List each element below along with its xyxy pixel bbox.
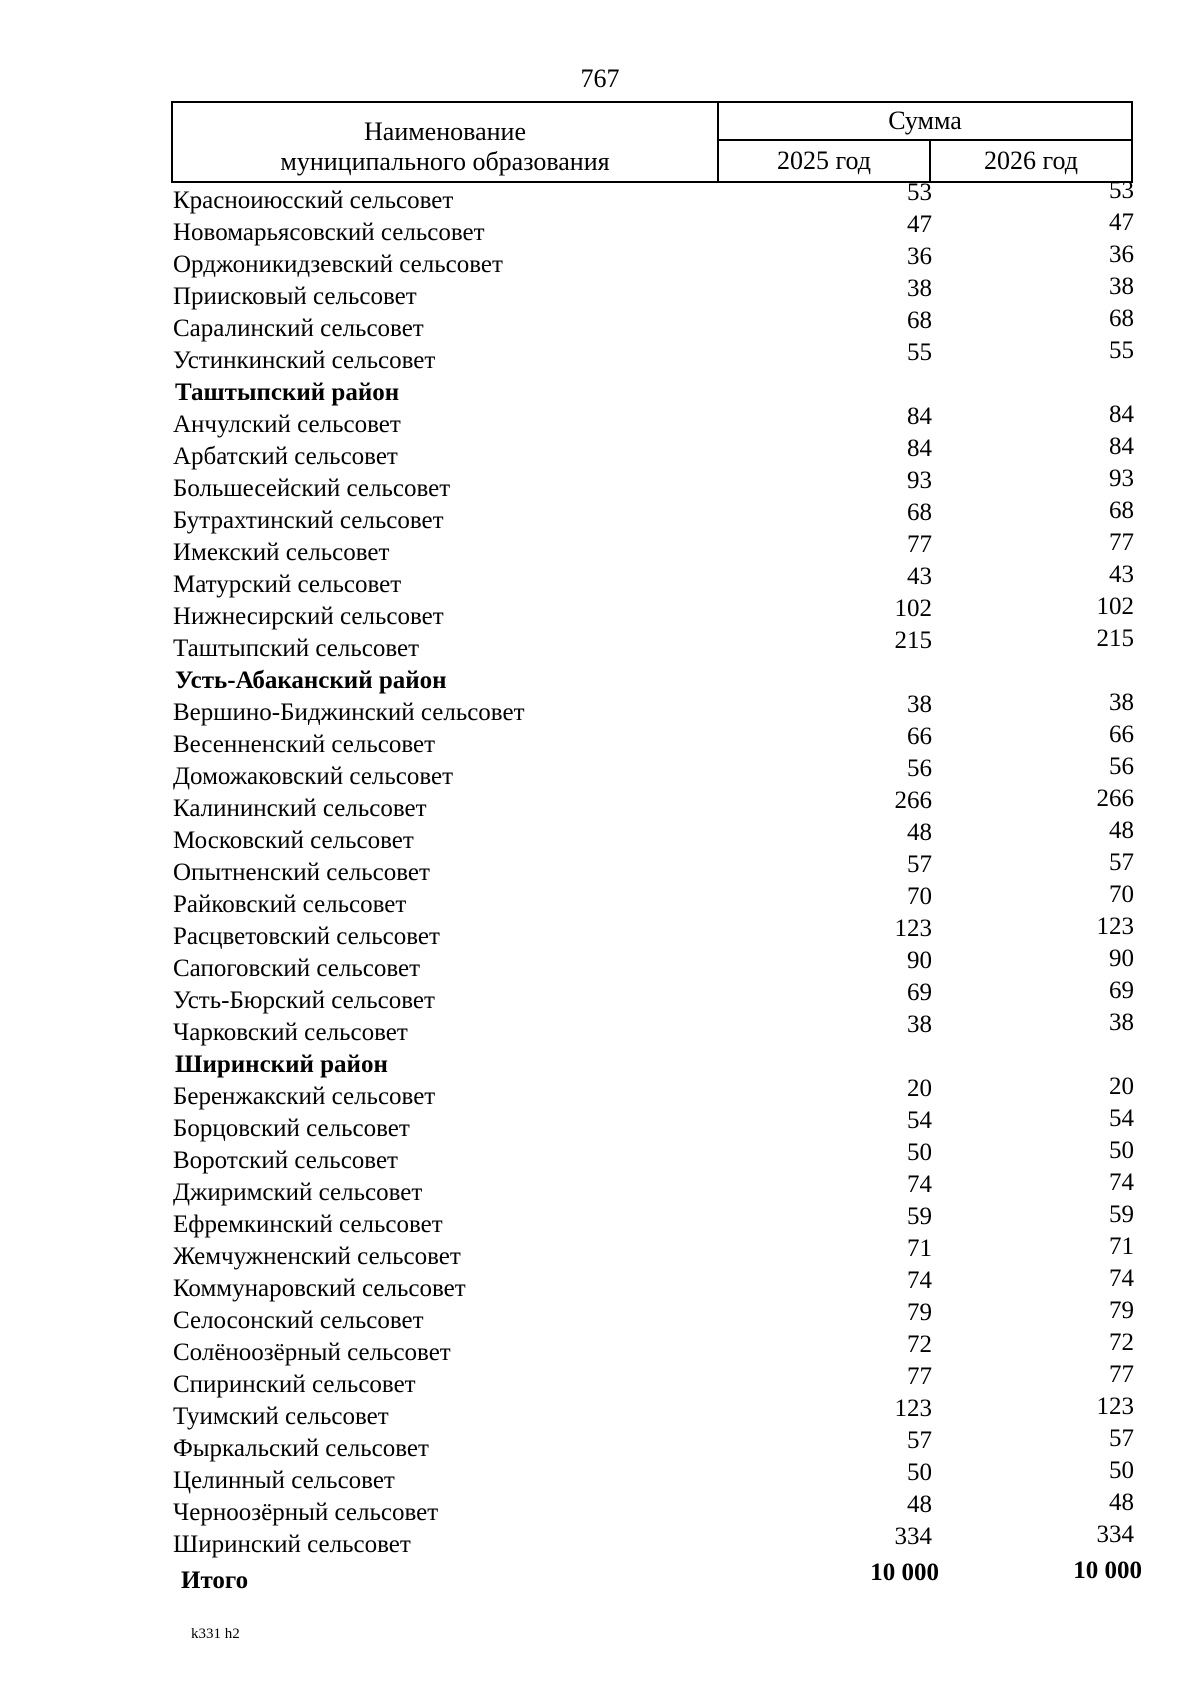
municipality-name: Борцовский сельсовет — [173, 1115, 410, 1142]
municipality-name: Беренжакский сельсовет — [173, 1083, 436, 1110]
amount-2025: 90 — [907, 947, 932, 974]
table-row — [0, 1233, 1200, 1271]
amount-2025: 68 — [907, 307, 932, 334]
amount-2026: 56 — [1109, 753, 1134, 780]
table-row — [0, 977, 1200, 1015]
municipality-name: Имекский сельсовет — [173, 539, 390, 566]
amount-2025: 72 — [907, 1331, 932, 1358]
municipality-name: Московский сельсовет — [173, 827, 414, 854]
table-row — [0, 1521, 1200, 1559]
table-row — [0, 401, 1200, 439]
amount-2026: 69 — [1109, 977, 1134, 1004]
amount-2025: 50 — [907, 1459, 932, 1486]
amount-2025: 38 — [907, 275, 932, 302]
table-row — [0, 241, 1200, 279]
table-header — [171, 101, 1133, 183]
amount-2025: 36 — [907, 243, 932, 270]
amount-2026: 43 — [1109, 561, 1134, 588]
amount-2026: 54 — [1109, 1105, 1134, 1132]
amount-2026: 20 — [1109, 1073, 1134, 1100]
table-row — [0, 273, 1200, 311]
amount-2025: 69 — [907, 979, 932, 1006]
total-label: Итого — [181, 1567, 249, 1594]
municipality-name: Красноиюсский сельсовет — [173, 187, 454, 214]
municipality-name: Сапоговский сельсовет — [173, 955, 421, 982]
municipality-name: Анчулский сельсовет — [173, 411, 401, 438]
municipality-name: Селосонский сельсовет — [173, 1307, 424, 1334]
total-row — [0, 1557, 1200, 1594]
table-row — [0, 177, 1200, 215]
amount-2025: 93 — [907, 467, 932, 494]
column-header-sum: Сумма — [719, 103, 1131, 141]
amount-2026: 38 — [1109, 273, 1134, 300]
table-row — [0, 1361, 1200, 1399]
amount-2025: 43 — [907, 563, 932, 590]
municipality-name: Черноозёрный сельсовет — [173, 1499, 439, 1526]
amount-2026: 48 — [1109, 817, 1134, 844]
municipality-name: Нижнесирский сельсовет — [173, 603, 444, 630]
table-row — [0, 1201, 1200, 1239]
amount-2025: 266 — [894, 787, 932, 814]
amount-2026: 123 — [1096, 913, 1134, 940]
municipality-name: Весенненский сельсовет — [173, 731, 436, 758]
amount-2026: 55 — [1109, 337, 1134, 364]
table-row — [0, 785, 1200, 823]
district-name: Таштыпский район — [175, 379, 400, 406]
column-header-name-line2: муниципального образования — [280, 147, 610, 176]
table-row — [0, 1009, 1200, 1047]
amount-2026: 79 — [1109, 1297, 1134, 1324]
municipality-name: Расцветовский сельсовет — [173, 923, 440, 950]
district-name: Усть-Абаканский район — [175, 667, 447, 694]
table-row — [0, 433, 1200, 471]
amount-2026: 71 — [1109, 1233, 1134, 1260]
table-row — [0, 753, 1200, 791]
amount-2026: 84 — [1109, 433, 1134, 460]
municipality-name: Чарковский сельсовет — [173, 1019, 408, 1046]
municipality-name: Вершино-Биджинский сельсовет — [173, 699, 525, 726]
table-row — [0, 625, 1200, 663]
table-row — [0, 689, 1200, 727]
municipality-name: Туимский сельсовет — [173, 1403, 389, 1430]
table-row — [0, 337, 1200, 375]
amount-2026: 68 — [1109, 497, 1134, 524]
municipality-name: Целинный сельсовет — [173, 1467, 395, 1494]
amount-2025: 54 — [907, 1107, 932, 1134]
amount-2025: 77 — [907, 531, 932, 558]
amount-2026: 57 — [1109, 1425, 1134, 1452]
amount-2026: 10 000 — [1073, 1557, 1142, 1584]
municipality-name: Фыркальский сельсовет — [173, 1435, 429, 1462]
amount-2025: 68 — [907, 499, 932, 526]
amount-2025: 38 — [907, 691, 932, 718]
column-header-name — [173, 103, 719, 181]
amount-2025: 84 — [907, 435, 932, 462]
table-row — [0, 1457, 1200, 1495]
amount-2025: 59 — [907, 1203, 932, 1230]
municipality-name: Райковский сельсовет — [173, 891, 407, 918]
municipality-name: Бутрахтинский сельсовет — [173, 507, 444, 534]
amount-2026: 36 — [1109, 241, 1134, 268]
district-heading-row — [0, 1047, 1200, 1079]
municipality-name: Ефремкинский сельсовет — [173, 1211, 443, 1238]
table-row — [0, 497, 1200, 535]
amount-2025: 53 — [907, 179, 932, 206]
amount-2026: 66 — [1109, 721, 1134, 748]
municipality-name: Новомарьясовский сельсовет — [173, 219, 485, 246]
table-row — [0, 1329, 1200, 1367]
amount-2025: 123 — [894, 915, 932, 942]
amount-2025: 79 — [907, 1299, 932, 1326]
amount-2025: 334 — [894, 1523, 932, 1550]
municipality-name: Жемчужненский сельсовет — [173, 1243, 461, 1270]
amount-2025: 38 — [907, 1011, 932, 1038]
district-heading-row — [0, 375, 1200, 407]
table-row — [0, 209, 1200, 247]
amount-2026: 93 — [1109, 465, 1134, 492]
table-row — [0, 1297, 1200, 1335]
table-row — [0, 721, 1200, 759]
amount-2026: 266 — [1096, 785, 1134, 812]
municipality-name: Опытненский сельсовет — [173, 859, 430, 886]
table-row — [0, 1169, 1200, 1207]
table-row — [0, 1137, 1200, 1175]
table-row — [0, 1073, 1200, 1111]
amount-2026: 38 — [1109, 1009, 1134, 1036]
table-row — [0, 1489, 1200, 1527]
amount-2025: 74 — [907, 1171, 932, 1198]
table-row — [0, 593, 1200, 631]
district-name: Ширинский район — [175, 1051, 388, 1078]
amount-2025: 48 — [907, 819, 932, 846]
amount-2025: 48 — [907, 1491, 932, 1518]
amount-2026: 53 — [1109, 177, 1134, 204]
column-header-name-line1: Наименование — [364, 117, 526, 146]
municipality-name: Большесейский сельсовет — [173, 475, 451, 502]
amount-2026: 50 — [1109, 1137, 1134, 1164]
amount-2026: 74 — [1109, 1265, 1134, 1292]
municipality-name: Матурский сельсовет — [173, 571, 402, 598]
municipality-name: Орджоникидзевский сельсовет — [173, 251, 503, 278]
table-row — [0, 561, 1200, 599]
table-row — [0, 945, 1200, 983]
amount-2025: 20 — [907, 1075, 932, 1102]
amount-2025: 66 — [907, 723, 932, 750]
municipality-name: Калининский сельсовет — [173, 795, 427, 822]
amount-2025: 56 — [907, 755, 932, 782]
amount-2026: 47 — [1109, 209, 1134, 236]
amount-2026: 102 — [1096, 593, 1134, 620]
amount-2026: 77 — [1109, 1361, 1134, 1388]
amount-2026: 123 — [1096, 1393, 1134, 1420]
amount-2026: 72 — [1109, 1329, 1134, 1356]
column-header-2025: 2025 год — [719, 141, 931, 181]
table-row — [0, 881, 1200, 919]
table-row — [0, 849, 1200, 887]
amount-2026: 77 — [1109, 529, 1134, 556]
municipality-name: Таштыпский сельсовет — [173, 635, 419, 662]
amount-2025: 55 — [907, 339, 932, 366]
amount-2025: 77 — [907, 1363, 932, 1390]
amount-2025: 70 — [907, 883, 932, 910]
amount-2026: 74 — [1109, 1169, 1134, 1196]
amount-2026: 68 — [1109, 305, 1134, 332]
amount-2026: 59 — [1109, 1201, 1134, 1228]
municipality-name: Доможаковский сельсовет — [173, 763, 454, 790]
municipality-name: Устинкинский сельсовет — [173, 347, 436, 374]
amount-2026: 90 — [1109, 945, 1134, 972]
municipality-name: Спиринский сельсовет — [173, 1371, 416, 1398]
municipality-name: Арбатский сельсовет — [173, 443, 398, 470]
table-row — [0, 1393, 1200, 1431]
amount-2025: 57 — [907, 1427, 932, 1454]
table-row — [0, 529, 1200, 567]
municipality-name: Усть-Бюрский сельсовет — [173, 987, 435, 1014]
table-body — [0, 177, 1200, 1594]
municipality-name: Солёноозёрный сельсовет — [173, 1339, 451, 1366]
amount-2026: 50 — [1109, 1457, 1134, 1484]
municipality-name: Джиримский сельсовет — [173, 1179, 423, 1206]
municipality-name: Ширинский сельсовет — [173, 1531, 411, 1558]
table-row — [0, 913, 1200, 951]
amount-2025: 57 — [907, 851, 932, 878]
amount-2025: 84 — [907, 403, 932, 430]
district-heading-row — [0, 663, 1200, 695]
table-row — [0, 817, 1200, 855]
table-row — [0, 1265, 1200, 1303]
amount-2025: 102 — [894, 595, 932, 622]
municipality-name: Коммунаровский сельсовет — [173, 1275, 466, 1302]
table-row — [0, 1105, 1200, 1143]
page-number: 767 — [580, 64, 620, 93]
footer-code: k331 h2 — [191, 1626, 240, 1642]
amount-2026: 48 — [1109, 1489, 1134, 1516]
table-row — [0, 305, 1200, 343]
amount-2026: 334 — [1096, 1521, 1134, 1548]
amount-2026: 57 — [1109, 849, 1134, 876]
amount-2026: 84 — [1109, 401, 1134, 428]
amount-2025: 50 — [907, 1139, 932, 1166]
table-row — [0, 465, 1200, 503]
municipality-name: Воротский сельсовет — [173, 1147, 398, 1174]
municipality-name: Приисковый сельсовет — [173, 283, 417, 310]
municipality-name: Саралинский сельсовет — [173, 315, 424, 342]
amount-2025: 71 — [907, 1235, 932, 1262]
table-row — [0, 1425, 1200, 1463]
amount-2025: 74 — [907, 1267, 932, 1294]
amount-2026: 38 — [1109, 689, 1134, 716]
amount-2026: 70 — [1109, 881, 1134, 908]
amount-2025: 215 — [894, 627, 932, 654]
column-header-2026: 2026 год — [984, 146, 1078, 175]
amount-2025: 123 — [894, 1395, 932, 1422]
amount-2025: 47 — [907, 211, 932, 238]
amount-2026: 215 — [1096, 625, 1134, 652]
amount-2025: 10 000 — [870, 1559, 939, 1586]
